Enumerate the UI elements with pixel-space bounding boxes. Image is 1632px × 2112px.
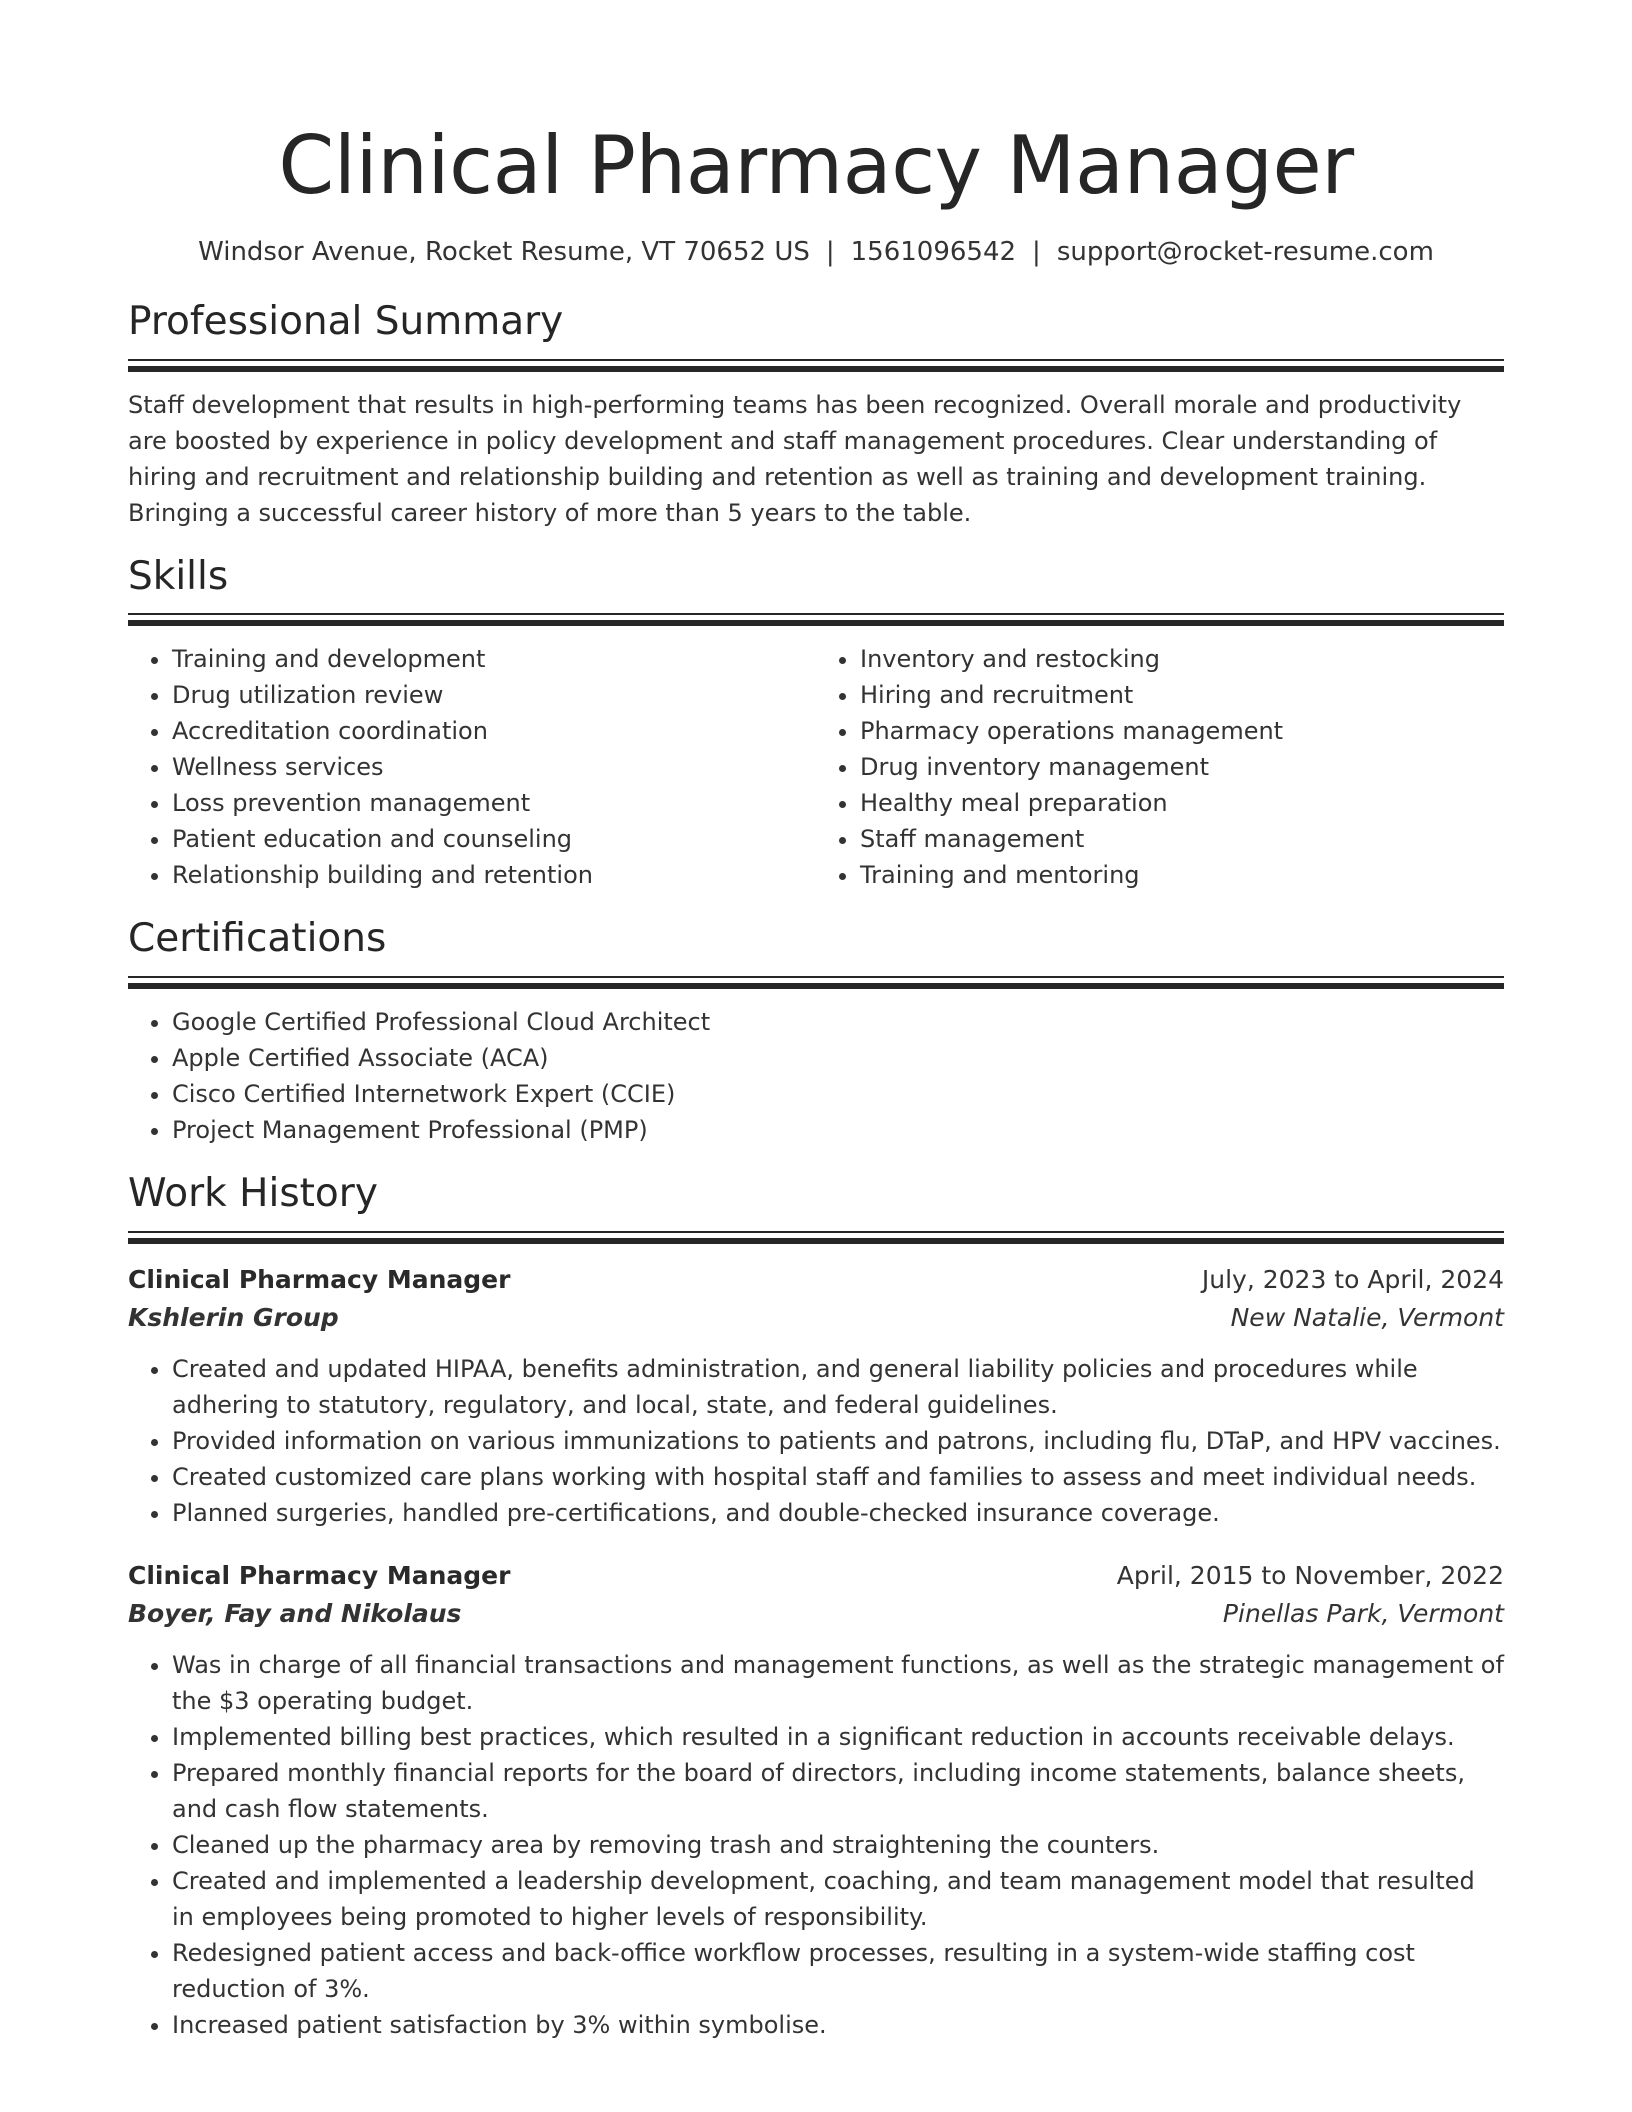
job-title: Clinical Pharmacy Manager xyxy=(128,1264,511,1294)
job-header xyxy=(128,1557,1504,1595)
job-header xyxy=(128,1261,1504,1299)
certification-item: • Cisco Certified Internetwork Expert (CCIE) xyxy=(172,1076,1504,1112)
job-bullet: • Cleaned up the pharmacy area by removing trash and straightening the counters. xyxy=(172,1827,1504,1863)
section-divider xyxy=(128,359,1504,373)
job-bullets xyxy=(128,1351,1504,1531)
section-title-skills: Skills xyxy=(128,553,229,599)
job-bullet: • Created and updated HIPAA, benefits administration, and general liability policies and procedures while adhering to statutory, regulatory, and local, state, and federal guidelines. xyxy=(172,1351,1504,1423)
skills-list-left xyxy=(128,641,816,893)
section-title-summary: Professional Summary xyxy=(128,298,564,344)
job-title: Clinical Pharmacy Manager xyxy=(128,1560,511,1590)
skills-section xyxy=(128,553,1504,894)
job-location: Pinellas Park, Vermont xyxy=(1222,1598,1504,1628)
skill-item: • Wellness services xyxy=(172,749,816,785)
skill-item: • Pharmacy operations management xyxy=(860,713,1504,749)
resume-name: Clinical Pharmacy Manager xyxy=(278,119,1354,212)
skill-item: • Staff management xyxy=(860,821,1504,857)
contact-address: Windsor Avenue, Rocket Resume, VT 70652 US xyxy=(198,237,810,267)
certifications-list xyxy=(128,1004,1504,1148)
job-bullet: • Provided information on various immunizations to patients and patrons, including flu, DTaP, and HPV vaccines. xyxy=(172,1423,1504,1459)
job-bullet: • Created customized care plans working with hospital staff and families to assess and meet individual needs. xyxy=(172,1459,1504,1495)
job-bullet: • Increased patient satisfaction by 3% within symbolise. xyxy=(172,2007,1504,2043)
skill-item: • Patient education and counseling xyxy=(172,821,816,857)
skill-item: • Hiring and recruitment xyxy=(860,677,1504,713)
contact-email[interactable]: support@rocket-resume.com xyxy=(1056,237,1434,267)
job-bullet: • Implemented billing best practices, which resulted in a significant reduction in accounts receivable delays. xyxy=(172,1719,1504,1755)
skill-item: • Drug utilization review xyxy=(172,677,816,713)
contact-separator: | xyxy=(825,237,835,267)
job-bullet: • Redesigned patient access and back-office workflow processes, resulting in a system-wide staffing cost reduction of 3%. xyxy=(172,1935,1504,2007)
section-divider xyxy=(128,976,1504,990)
job-company: Kshlerin Group xyxy=(128,1302,339,1332)
certification-item: • Apple Certified Associate (ACA) xyxy=(172,1040,1504,1076)
skills-list-right xyxy=(816,641,1504,893)
skill-item: • Loss prevention management xyxy=(172,785,816,821)
contact-line xyxy=(128,236,1504,270)
certifications-section xyxy=(128,915,1504,1148)
section-title-certifications: Certifications xyxy=(128,916,387,962)
skills-grid xyxy=(128,641,1504,893)
certification-item: • Google Certified Professional Cloud Architect xyxy=(172,1004,1504,1040)
job-entry xyxy=(128,1261,1504,1531)
job-subheader xyxy=(128,1595,1504,1633)
summary-section xyxy=(128,298,1504,531)
contact-phone: 1561096542 xyxy=(850,237,1017,267)
skill-item: • Training and mentoring xyxy=(860,857,1504,893)
job-bullet: • Prepared monthly financial reports for the board of directors, including income statements, balance sheets, and cash flow statements. xyxy=(172,1755,1504,1827)
summary-text: Staff development that results in high-performing teams has been recognized. Overall morale and productivity are boosted by experience in policy development and staff management procedures. Clear understanding of hiring and recruitment and relationship building and retention as well as training and development training. Bringing a successful career history of more than 5 years to the table. xyxy=(128,390,1462,527)
work-history-section xyxy=(128,1170,1504,2043)
skill-item: • Drug inventory management xyxy=(860,749,1504,785)
job-bullet: • Planned surgeries, handled pre-certifications, and double-checked insurance coverage. xyxy=(172,1495,1504,1531)
job-entry xyxy=(128,1557,1504,2043)
job-location: New Natalie, Vermont xyxy=(1230,1302,1504,1332)
contact-separator: | xyxy=(1032,237,1041,267)
job-dates: July, 2023 to April, 2024 xyxy=(1201,1264,1504,1294)
skill-item: • Accreditation coordination xyxy=(172,713,816,749)
job-subheader xyxy=(128,1299,1504,1337)
skill-item: • Healthy meal preparation xyxy=(860,785,1504,821)
job-bullet: • Created and implemented a leadership development, coaching, and team management model that resulted in employees being promoted to higher levels of responsibility. xyxy=(172,1863,1504,1935)
skill-item: • Relationship building and retention xyxy=(172,857,816,893)
certification-item: • Project Management Professional (PMP) xyxy=(172,1112,1504,1148)
section-title-work-history: Work History xyxy=(128,1171,378,1217)
section-divider xyxy=(128,613,1504,627)
section-divider xyxy=(128,1231,1504,1245)
skill-item: • Inventory and restocking xyxy=(860,641,1504,677)
job-bullets xyxy=(128,1647,1504,2043)
job-company: Boyer, Fay and Nikolaus xyxy=(128,1598,462,1628)
skill-item: • Training and development xyxy=(172,641,816,677)
job-bullet: • Was in charge of all financial transactions and management functions, as well as the strategic management of the $3 operating budget. xyxy=(172,1647,1504,1719)
job-dates: April, 2015 to November, 2022 xyxy=(1116,1560,1504,1590)
